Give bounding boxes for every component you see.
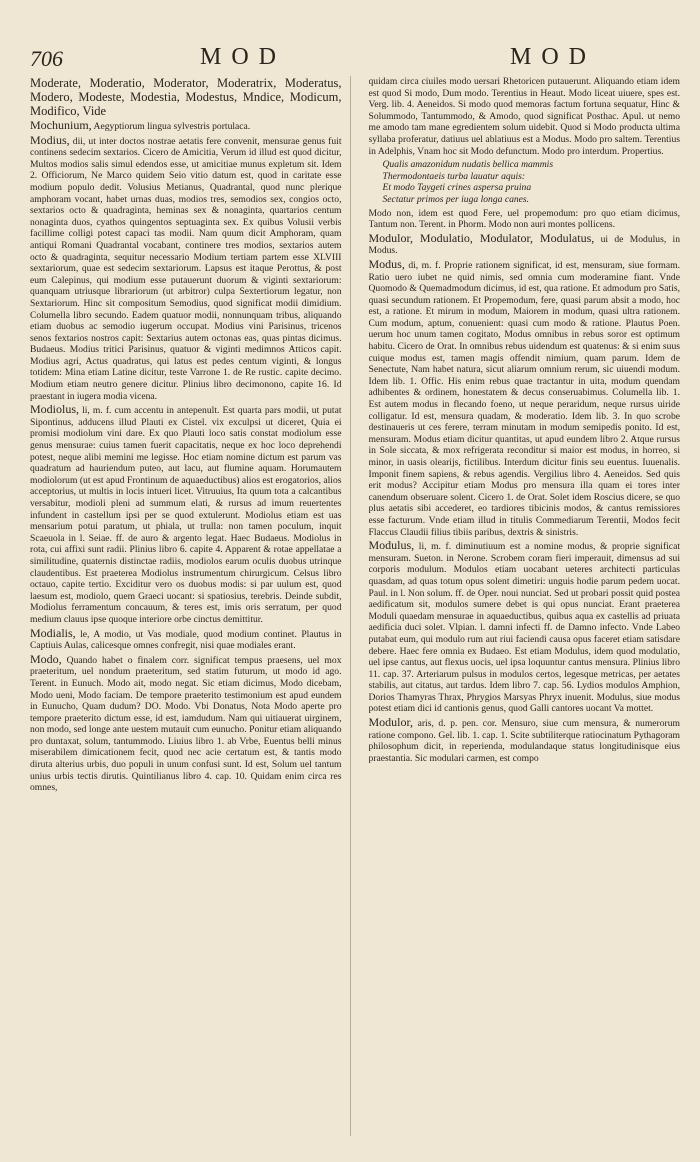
- dictionary-entry: [30, 132, 342, 403]
- verse-line: Et modo Taygeti crines aspersa pruina: [382, 182, 532, 194]
- left-column: [30, 76, 351, 1136]
- entry-text: Aegyptiorum lingua sylvestris portulaca.: [91, 121, 251, 132]
- page-header: [0, 44, 700, 74]
- entry-continuation: Modo non, idem est quod Fere, uel propemodum: pro quo etiam dicimus, Tantum non. Terent. in Phorm. Modo non auri montes pollicens.: [368, 207, 680, 231]
- entry-text: le, A modio, ut Vas modiale, quod modium continet. Plautus in Captiuis Aulas, calicesque omnes confregit, nisi quae modiales erant.: [30, 628, 342, 652]
- entry-text: li, m. f. diminutiuum est a nomine modus, & proprie significat mensuram. Sueton. in Nerone. Scrobem coram fieri imperauit, dimensus ad sui corporis modulum. Modulos etiam uocabant ueteres architecti particulas quasdam, ad quas totum opus solent dimetiri: unguis hodie parum pedem uocat. Paul. in l. Non solum. ff. de Oper. noui nunciat. Sed ut probari possit quid postea aedificatum sit, modulos sumere debet is qui opus nunciat. Erant praeterea Moduli quaedam mensurae in aquaeductibus, quibus aqua ex castellis ad priuata aedificia duci solet. Vlpian. l. damni infecti ff. de Damno infecto. Vnde Labeo putabat eum, qui modulo rum aut riui faciendi causa opus faceret etiam satisdare debere. Haec fere omnia ex Budaeo. Est etiam Modulus, idem quod modulatio, uel ipse cantus, aut flexus uocis, uel ipsa loquuntur cantus mensura. Plinius libro 11. cap. 37. Arteriarum pulsus in modulos certos, legesque metricas, per aetates stabilis, aut citatus, aut tardus. Idem libro 7. cap. 56. Lydios modulos Amphion, Dorios Thamyras Thrax, Phrygios Marsyas Phryx inuenit. Modulus, siue modus potest etiam dici id cantionis genus, quod Galli cantores uocant Va mottet.: [368, 541, 680, 715]
- entry-lemma: Modulus,: [368, 538, 415, 553]
- dictionary-entry: [30, 625, 342, 652]
- dictionary-entry: [368, 230, 681, 257]
- entry-text: Quando habet o finalem corr. significat tempus praesens, uel mox praeteritum, uel nondum praeteritum, sed statim futurum, ut modo id ago. Terent. in Eunuch. Modo ait, modo negat. Sic etiam dicimus, Modo dicebam, Modo ueni, Modo faciam. De tempore praeterito testimonium est apud eundem in Eunucho, Quam dudum? DO. Modo. Vbi Donatus, Nota Modo aperte pro tempore praeterito dictum esse, id est, iamdudum. Nam qui uitiauerat uirginem, non modo, sed longe ante uestem mutauit cum eunucho. Ponitur etiam aliquando pro duntaxat, solum, tantummodo. Liuius libro 1. ab Vrbe, Euentus belli minus miserabilem dimicationem fecit, quod nec acie certatum est, & tantis modo diruta alterius urbis, duo populi in unum confusi sunt. Id est, Solum uel tantum unius urbis tectis dirutis. Quintilianus libro 4. cap. 10. Quidam enim circa res omnes,: [30, 654, 342, 794]
- entry-lemma: Modus,: [368, 256, 405, 271]
- dictionary-entry: [369, 540, 681, 715]
- verse-line: Sectatur primos per iuga longa canes.: [382, 193, 530, 205]
- running-head-right: MOD: [510, 44, 597, 70]
- dictionary-entry: [368, 256, 681, 538]
- entry-text: aris, d. p. pen. cor. Mensuro, siue cum mensura, & numerorum ratione compono. Gel. lib. 1. cap. 1. Scite subtiliterque ratiocinatum Pythagoram philosophum dicit, in reperienda, modulandaque status longitudinisque eius praestantia. Sic modulari carmen, est compo: [368, 718, 680, 764]
- entry-lemma: Modialis,: [30, 625, 76, 640]
- entry-lemma: Mochunium,: [30, 118, 92, 132]
- entry-text: di, m. f. Proprie rationem significat, id est, mensuram, siue formam. Ratio uero iubet ne quid nimis, sed omnia cum moderamine fiant. Vnde Quomodo & Quemadmodum dicimus, id est, qua ratione. Et admodum pro Satis, quasi secundum rationem. Et Propemodum, fere, quasi parum absit a modo, hoc est, a ratione. Et mirum in modum, Maiorem in modum, quasi ultra rationem. Cum modum, aptum, conuenient: quasi cum modo & ratione. Plautus Poen. uerum hoc unum tamen cogitato, Modus omnibus in rebus soror est optimum habitu. Cicero de Orat. In omnibus rebus uidendum est quatenus: & si enim suus cuique modus est, tamen magis offendit nimium, quam parum. Idem de Senectute, Nam habet natura, sicut aliarum omnium rerum, sic uiuendi modum. Idem lib. 1. Offic. His enim rebus quae tractantur in uita, modum quendam adhibentes & ordinem, honestatem & decus conseruabimus. Columella lib. 1. Est autem modus in flecando foeno, ut neque peraridum, neque rursus uiride colligatur. Id est, mensura quadam, & moderatio. Idem lib. 3. In quo scrobe destinaueris ut ces ferere, terram minutam in modum semipedis ponito. Id est, mensuram. Modus etiam dicitur quantitas, ut apud eundem libro 2. Atque rursus in Sole siccata, & mox refrigerata reconditur si maior est modus, in horreo, si minor, in uasis olearijs, fictilibus. Interdum dicitur finis seu euentus. Iuuenalis. Imponit finem sapiens, & rebus agendis. Vergilius libro 4. Aeneidos. Sed quis erit modus? Accipitur etiam Modus pro mensura illa quam ei tores inter canendum obseruare solent. Cicero 1. de Orat. Solet idem Roscius dicere, se quo plus aetatis sibi accederet, eo tardiores tibicinis modos, & cantus remissiores esse facturum. Vnde etiam illud in titulis Commediarum Terentii, Modos fecit Flaccus Claudii filius tibiis paribus, dextris & sinistris.: [368, 259, 680, 538]
- entry-lemma: Modius,: [30, 132, 70, 147]
- entry-lemma: Modiolus,: [30, 402, 80, 417]
- entry-lemma: Modo,: [30, 651, 62, 666]
- verse-line: Qualis amazonidum nudatis bellica mammis: [382, 159, 554, 171]
- entry-continuation: quidam circa ciuiles modo uersari Rhetoricen putauerunt. Aliquando etiam idem est quod Si modo, Dum modo. Terentius in Heaut. Modo liceat uiuere, spes est. Verg. lib. 4. Aeneidos. Si modo quod memoras factum fortuna sequatur, Hinc & Solummodo, Tantummodo, & Amodo, quod significat Posthac. Apul. ut nemo me amodo tam mane egredientem solum uidebit. Quod si Modo producta ultima syllaba proferatur, datiuus uel ablatiuus est a Modus. Modo pro saltem. Terentius in Adelphis, Vnam hoc sit Modo defunctum. Modo pro interdum. Propertius.: [368, 76, 680, 157]
- dictionary-entry: [30, 651, 342, 794]
- dictionary-entry: [369, 717, 681, 764]
- page-number: 706: [30, 46, 63, 71]
- right-column: [369, 76, 681, 1136]
- entry-text: li, m. f. cum accentu in antepenult. Est quarta pars modii, ut putat Sipontinus, adducens illud Plauti ex Cistel. vix exculpsi ut diceret, Quia ei promisi modiolum vini dare. Ex quo Plauti loco satis constat modiolum esse genus mensurae: cuius tamen fuerit capacitatis, neque ex hoc loco deprehendi potest, neque alibi memini me legisse. Hoc etiam nomine dictum est parum vas quadratum ad hauriendum puteo, aut lacu, aut flumine aquam. Horumautem modiolorum (ut est apud Frontinum de aquaeductibus) alios est erogatorios, alios acceptorius, ut multis in locis intueri licet. Vitruuius, Ita quum tota a calcantibus versabitur, modioli pleni ad summum elati, & rursus ad imum reuertentes infundent in castellum ipsi per se quod extulerunt. Modiolus etiam est uas mensarium potui paratum, ut phiala, ut trulla: non tamen poculum, inquit Scaeuola in l. Seiae. ff. de auro & argento legat. Haec Budaeus. Modiolus in rota, cui affixi sunt radii. Plinius libro 6. capite 4. Apparent & rotae appellatae a similitudine, quaternis distinctae radiis, modiolos earum oculis duobus utrinque claudentibus. Est praeterea Modiolus instrumentum chirurgicum. Celsus libro octauo, capite tertio. Exciditur vero os duobus modis: si par uulum est, quod laesum est, modiolo, quem Graeci uocant: si spatiosius, terebris. Deinde subdit, Modiolus ferramentum concauum, & teres est, imis oris serratum, per quod medium clauus ipse quoque interiore orbe cinctus demittitur.: [30, 405, 342, 625]
- entry-text: ui de Modulus, in Modus.: [368, 233, 680, 257]
- entry-text: dii, ut inter doctos nostrae aetatis fere convenit, mensurae genus fuit continens sedecim sextarios. Cicero de Amicitia, Verum id illud est quod dicitur, Multos modios salis simul edendos esse, ut amicitiae munus expletum sit. Idem 2. Officiorum, Ne Marco quidem Seio vitio datum est, quod in caritate esse modium populo dedit. Volusius Metianus, Quadrantal, quod nunc plerique amphoram vocant, habet urnas duas, modios tres, semodios sex, congios octo, sextarios octo & quadraginta, heminas sex & nonaginta, quartarios centum nonaginta duos, cyathos quingentos septuaginta sex. Ex quibus Volusii verbis facillime colligi potest capaci tas modii. Nam quum dicit Amphoram, quam antiqui Romani Quadrantal vocabant, continere tres modios, sextarios autem octo & quadraginta, sequitur necessario Modium tertiam partem esse XLVIII sextariorum, quae est sedecim sextariorum. Lapsus est itaque Perottus, & post eum Calepinus, qui modium esse putauerunt duorum & viginti sextariorum: quanquam utriusque librariorum (ut arbitror) culpa Sextertiorum legatur, non Sextariorum. Hinc sit compositum Semodius, quod significat modii dimidium. Columella libro secundo. Eadem quatuor modii, nonnunquam tribus, aliquando etiam duobus ac semodio iugerum occupat. Modius vini Parisinus, tricenos senos fextarios nostros capit: Sextarius autem octonas eas, quas pintas dicimus. Budaeus. Modius tritici Parisinus, quatuor & viginti medimnos Atticos capit. Modius agri, Actus quadratus, qui latus est pedes centum viginti, & longus totidem: Mina etiam Latine dicitur, teste Varrone 1. de Re rustic. capite decimo. Modium etiam neutro genere dicitur. Plinius libro decimonono, capite 16. Id praestant in iugera modia vicena.: [30, 135, 342, 402]
- running-head-left: MOD: [200, 44, 287, 70]
- dictionary-entry: [30, 404, 342, 625]
- entry-lemma: Modulor, Modulatio, Modulator, Modulatus,: [368, 230, 595, 245]
- headword-list: Moderate, Moderatio, Moderator, Moderatrix, Moderatus, Modero, Modeste, Modestia, Modestus, Mndice, Modicum, Modifico, Vide: [30, 76, 342, 118]
- text-columns: [30, 76, 680, 1136]
- entry-lemma: Modulor,: [368, 715, 414, 730]
- verse-line: Thermodontaeis turba lauatur aquis:: [382, 170, 526, 182]
- dictionary-entry: [30, 120, 342, 133]
- verse-quotation: [369, 159, 681, 205]
